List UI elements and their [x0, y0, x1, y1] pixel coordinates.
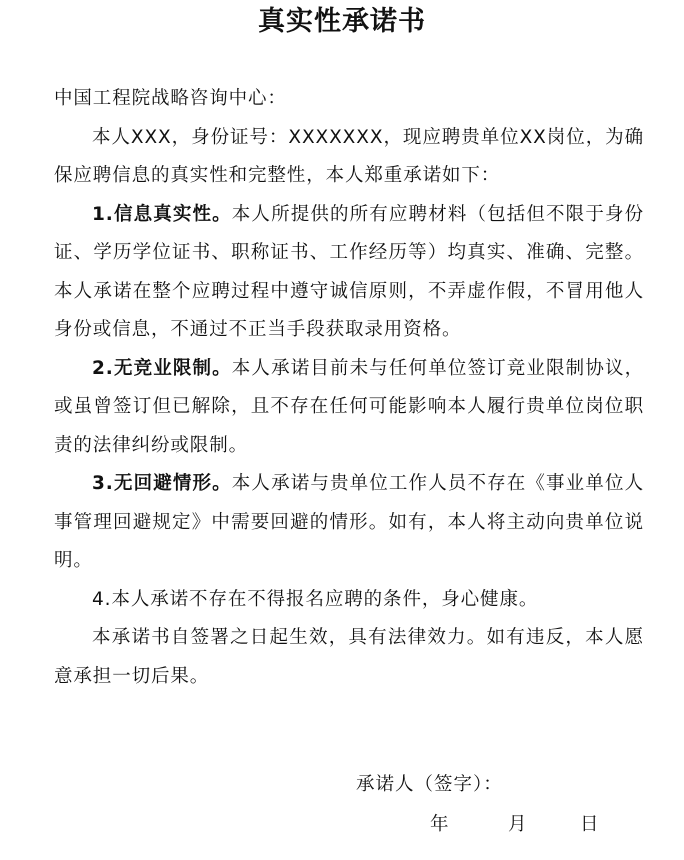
item-text: 4.本人承诺不存在不得报名应聘的条件，身心健康。	[92, 588, 539, 610]
date-day: 日	[580, 814, 599, 835]
item-text: 本人承诺与贵单位工作人员不存在《事业单位人事管理回避规定》中需要回避的情形。如有，本人将主动向贵单位说明。	[54, 473, 645, 571]
commitment-item-3	[54, 465, 644, 581]
commitment-item-4	[54, 581, 644, 620]
document-title: 真实性承诺书	[258, 6, 426, 37]
date-year: 年	[430, 814, 449, 835]
closing-paragraph: 本承诺书自签署之日起生效，具有法律效力。如有违反，本人愿意承担一切后果。	[54, 627, 644, 687]
commitment-item-1	[54, 196, 644, 350]
commitment-item-2	[54, 350, 644, 466]
addressee: 中国工程院战略咨询中心：	[54, 88, 287, 109]
item-text: 本人承诺目前未与任何单位签订竞业限制协议，或虽曾签订但已解除，且不存在任何可能影响本人履行贵单位岗位职责的法律纠纷或限制。	[54, 357, 645, 456]
item-heading: 3.无回避情形。	[92, 473, 232, 494]
item-heading: 2.无竞业限制。	[92, 357, 232, 379]
item-text: 本人所提供的所有应聘材料（包括但不限于身份证、学历学位证书、职称证书、工作经历等）均真实、准确、完整。本人承诺在整个应聘过程中遵守诚信原则，不弄虚作假，不冒用他人身份或信息，不通过不正当手段获取录用资格。	[54, 203, 645, 340]
document-body	[54, 80, 644, 696]
signature-label: 承诺人（签字）：	[356, 774, 503, 795]
intro-paragraph: 本人XXX，身份证号：XXXXXXX，现应聘贵单位XX岗位，为确保应聘信息的真实性和完整性，本人郑重承诺如下：	[54, 126, 644, 186]
date-month: 月	[508, 814, 527, 835]
item-heading: 1.信息真实性。	[92, 203, 232, 225]
